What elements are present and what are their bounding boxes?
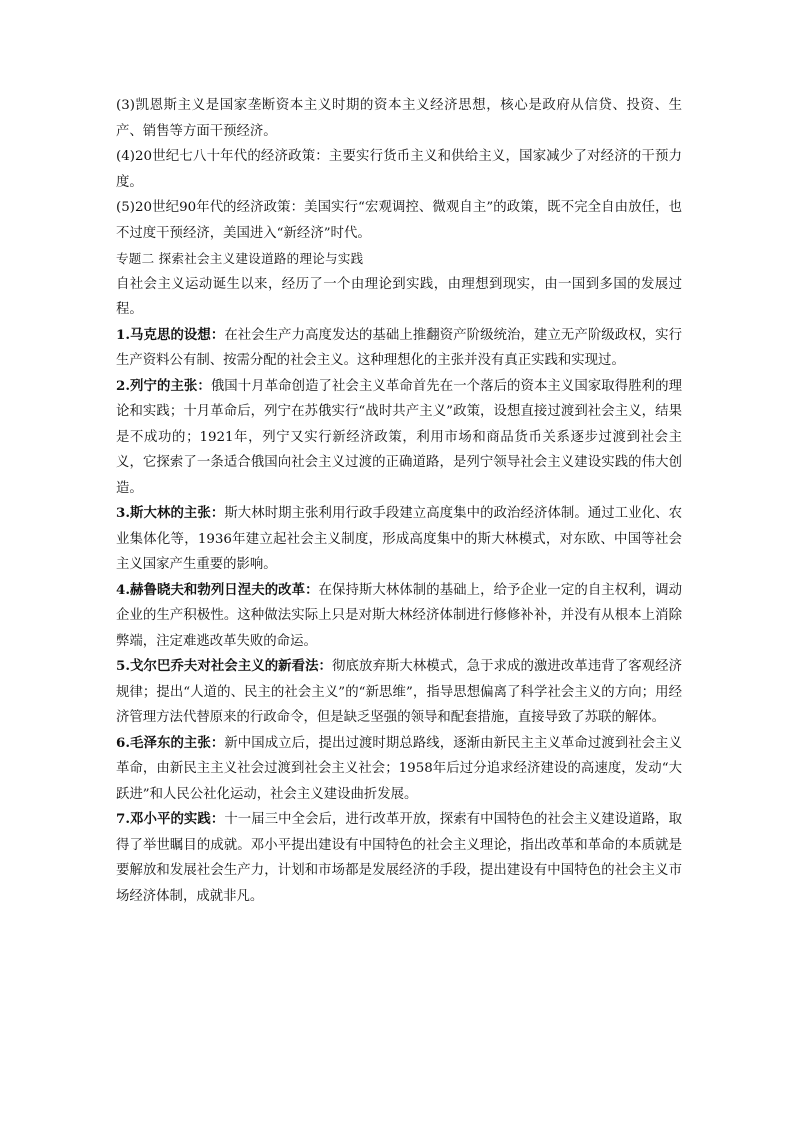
document-body bbox=[116, 93, 682, 909]
item-lead: 7.邓小平的实践： bbox=[116, 811, 225, 827]
item-lead: 2.列宁的主张： bbox=[116, 377, 211, 394]
item-khrushchev-brezhnev bbox=[116, 578, 682, 655]
item-stalin bbox=[116, 501, 682, 578]
item-lead: 6.毛泽东的主张： bbox=[116, 734, 225, 751]
item-deng bbox=[116, 807, 682, 909]
item-mao bbox=[116, 731, 682, 808]
item-text: 新中国成立后，提出过渡时期总路线，逐渐由新民主主义革命过渡到社会主义革命，由新民主主义社会过渡到社会主义社会；1958年后过分追求经济建设的高速度，发动“大跃进”和人民公社化运动，社会主义建设曲折发展。 bbox=[116, 735, 683, 802]
item-lead: 1.马克思的设想： bbox=[116, 326, 225, 343]
item-gorbachev bbox=[116, 654, 682, 731]
item-text: 在保持斯大林体制的基础上，给予企业一定的自主权利，调动企业的生产积极性。这种做法实际上只是对斯大林经济体制进行修修补补，并没有从根本上消除弊端，注定难逃改革失败的命运。 bbox=[116, 582, 682, 649]
section-heading: 专题二 探索社会主义建设道路的理论与实践 bbox=[116, 251, 364, 266]
item-lead: 5.戈尔巴乔夫对社会主义的新看法： bbox=[116, 658, 333, 674]
item-text: 在社会生产力高度发达的基础上推翻资产阶级统治，建立无产阶级政权，实行生产资料公有制、按需分配的社会主义。这种理想化的主张并没有真正实践和实现过。 bbox=[116, 327, 683, 368]
item-text: 俄国十月革命创造了社会主义革命首先在一个落后的资本主义国家取得胜利的理论和实践；十月革命后，列宁在苏俄实行“战时共产主义”政策，设想直接过渡到社会主义，结果是不成功的；1921年，列宁又实行新经济政策，利用市场和商品货币关系逐步过渡到社会主义，它探索了一条适合俄国向社会主义过渡的正确道路，是列宁领导社会主义建设实践的伟大创造。 bbox=[116, 378, 683, 496]
item-text: 十一届三中全会后，进行改革开放，探索有中国特色的社会主义建设道路，取得了举世瞩目的成就。邓小平提出建设有中国特色的社会主义理论，指出改革和革命的本质就是要解放和发展社会生产力，计划和市场都是发展经济的手段，提出建设有中国特色的社会主义市场经济体制，成就非凡。 bbox=[116, 812, 683, 904]
item-lead: 4.赫鲁晓夫和勃列日涅夫的改革： bbox=[116, 581, 319, 598]
paragraph-1990s-policy: (5)20世纪90年代的经济政策：美国实行“宏观调控、微观自主”的政策，既不完全自由放任，也不过度干预经济，美国进入“新经济”时代。 bbox=[116, 200, 682, 241]
item-text: 彻底放弃斯大林模式，急于求成的激进改革违背了客观经济规律；提出“人道的、民主的社会主义”的“新思维”，指导思想偏离了科学社会主义的方向；用经济管理方法代替原来的行政命令，但是缺乏坚强的领导和配套措施，直接导致了苏联的解体。 bbox=[116, 659, 682, 725]
intro-paragraph: 自社会主义运动诞生以来，经历了一个由理论到实践，由理想到现实，由一国到多国的发展过程。 bbox=[116, 276, 682, 317]
item-lead: 3.斯大林的主张： bbox=[116, 505, 225, 521]
item-text: 斯大林时期主张利用行政手段建立高度集中的政治经济体制。通过工业化、农业集体化等，1936年建立起社会主义制度，形成高度集中的斯大林模式，对东欧、中国等社会主义国家产生重要的影响。 bbox=[116, 506, 683, 572]
item-lenin bbox=[116, 374, 682, 502]
item-marx bbox=[116, 323, 682, 374]
paragraph-1970s-80s-policy: (4)20世纪七八十年代的经济政策：主要实行货币主义和供给主义，国家减少了对经济的干预力度。 bbox=[116, 149, 682, 190]
paragraph-keynesianism: (3)凯恩斯主义是国家垄断资本主义时期的资本主义经济思想，核心是政府从信贷、投资、生产、销售等方面干预经济。 bbox=[116, 98, 682, 139]
